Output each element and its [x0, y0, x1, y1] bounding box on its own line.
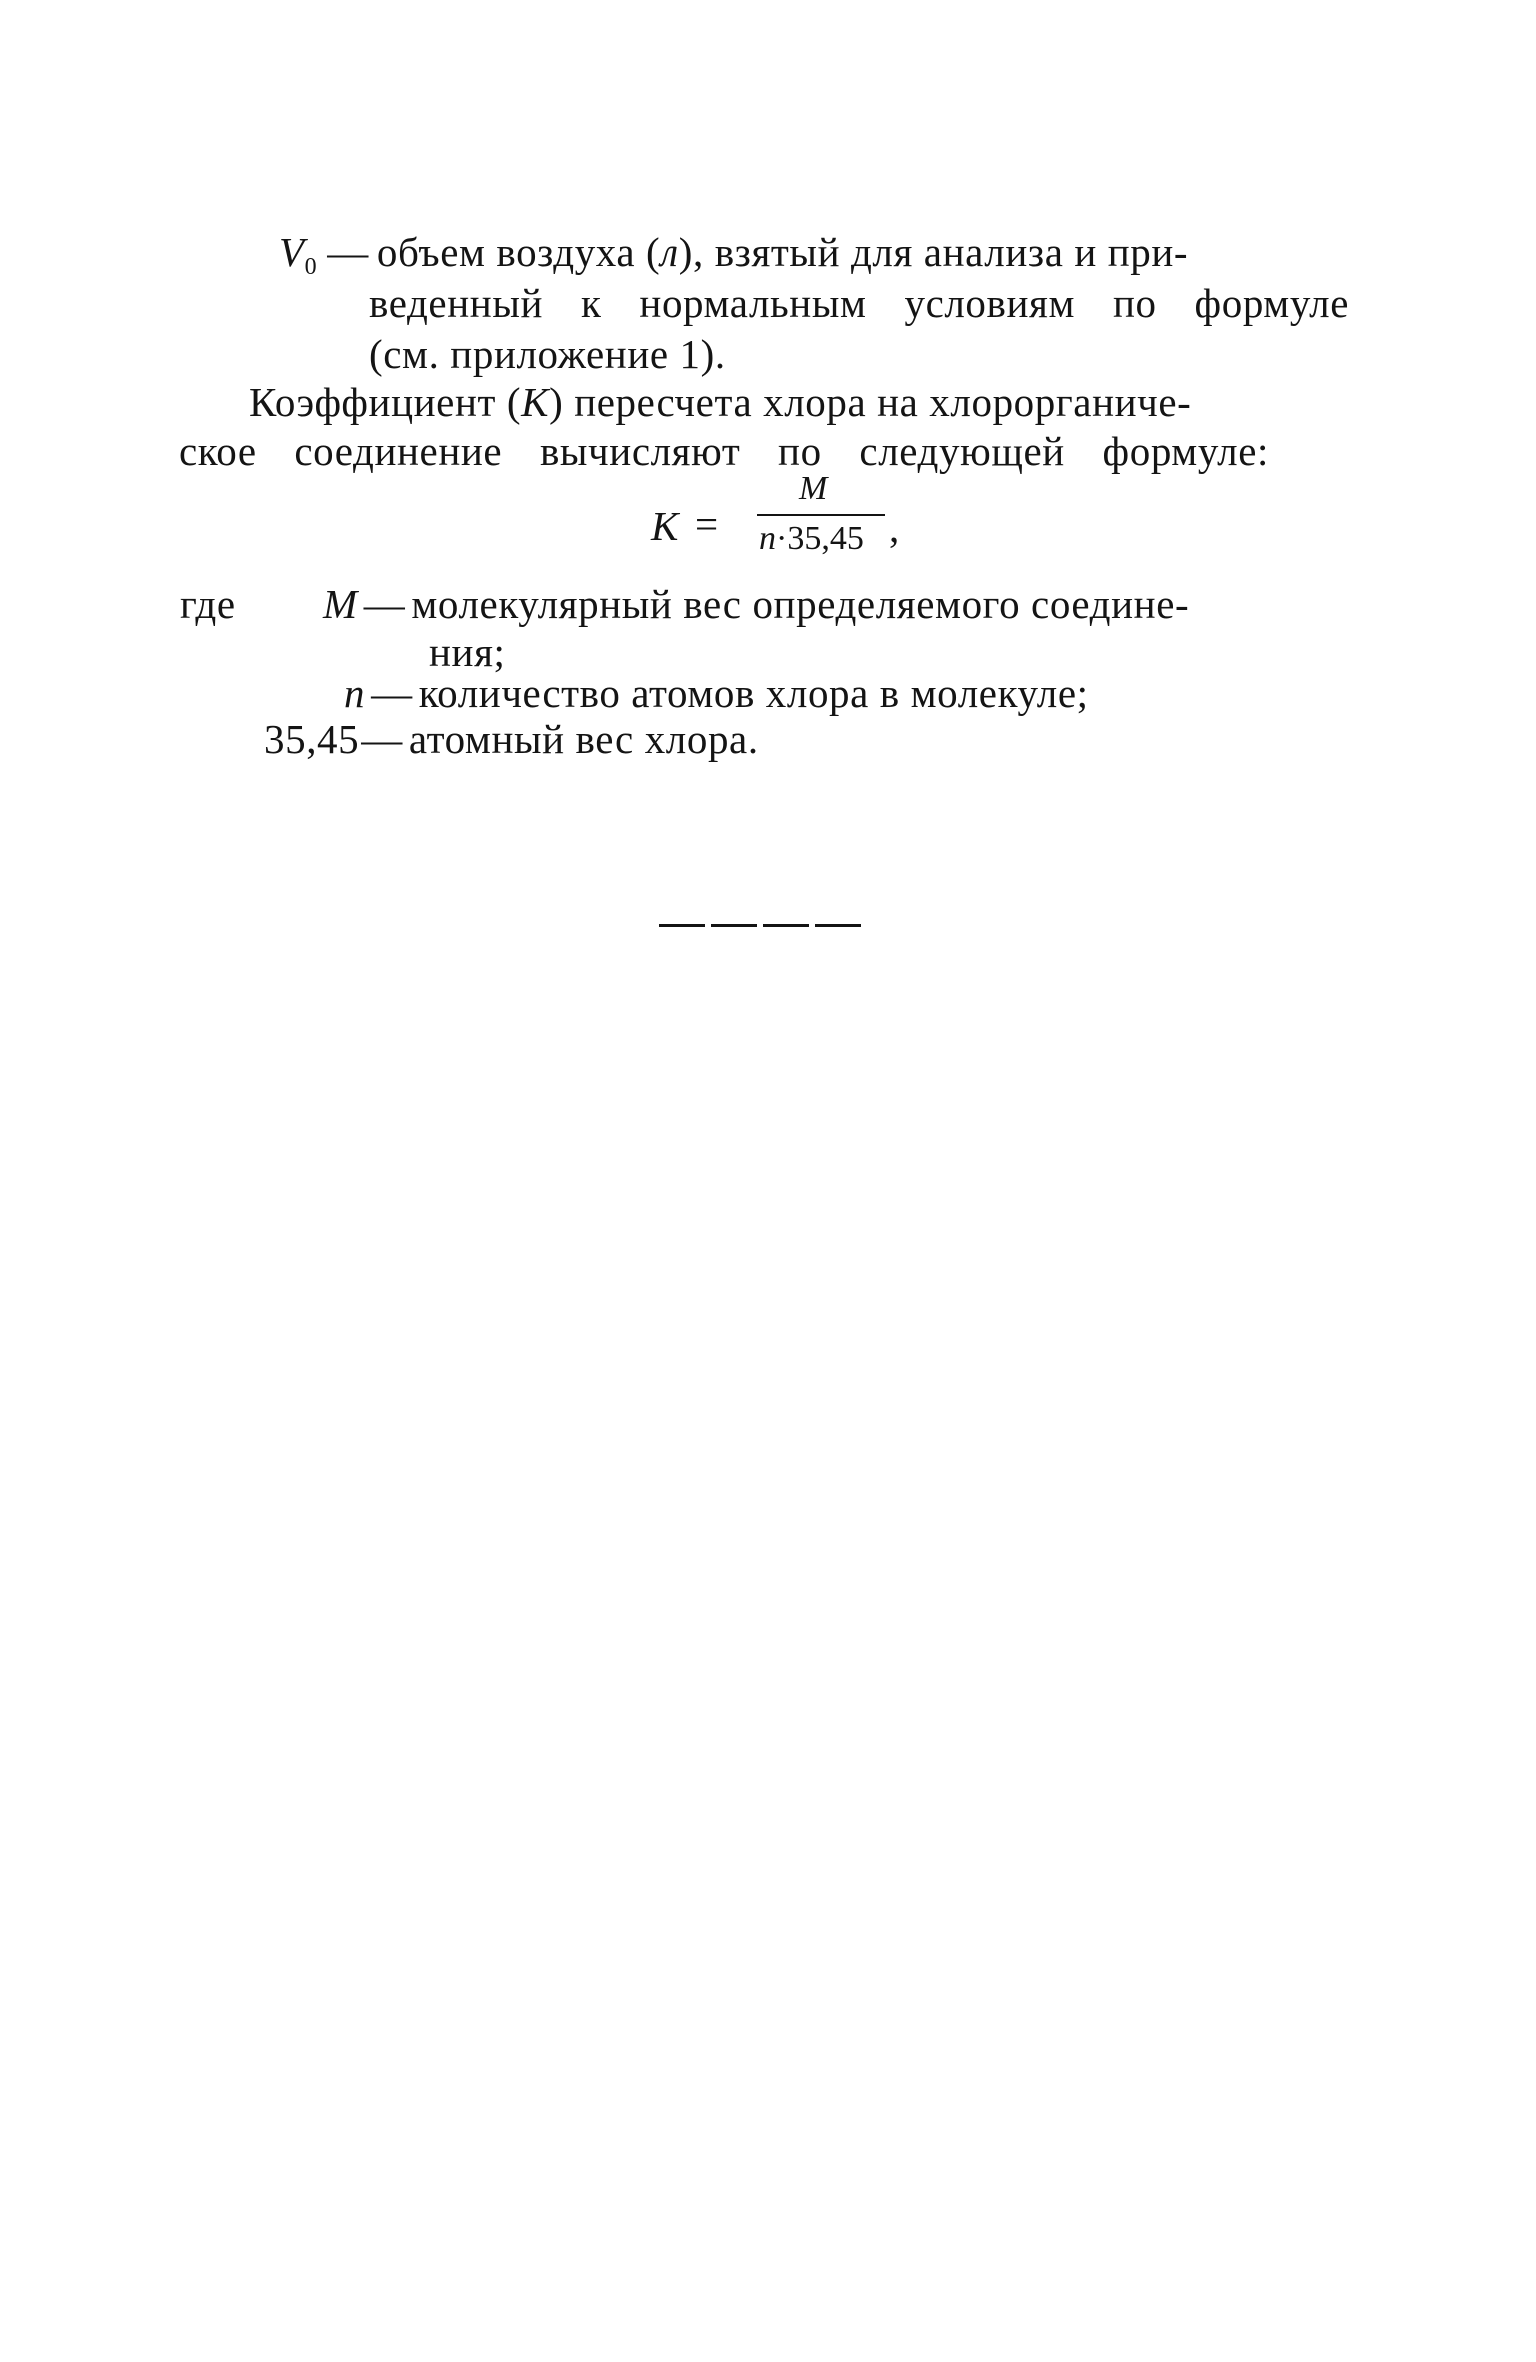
formula-lhs: K: [651, 503, 679, 549]
where-symbol-n: n: [344, 670, 366, 716]
where-symbol-m: M: [323, 581, 358, 627]
where-symbol-cl: 35,45: [264, 716, 360, 762]
v0-line1-pre: объем воздуха (: [376, 229, 661, 275]
formula-equals: =: [695, 501, 719, 547]
where-item-m-line-1: [323, 580, 1189, 628]
section-end-rule: [659, 924, 863, 927]
v0-unit: л: [660, 229, 679, 275]
v0-subscript: 0: [304, 254, 318, 280]
where-item-cl: [264, 715, 759, 763]
v0-symbol: V: [279, 229, 305, 275]
where-dash-m: —: [363, 581, 406, 627]
coefficient-formula: [651, 470, 951, 580]
fraction-bar: [757, 514, 885, 516]
where-dash-cl: —: [361, 716, 403, 762]
where-item-m-line-2: ния;: [429, 629, 506, 675]
paragraph-line-1: [249, 378, 1191, 426]
formula-trailing-comma: ,: [889, 505, 900, 551]
paragraph-line1-post: ) пересчета хлора на хлорорганиче-: [549, 379, 1192, 425]
v0-definition-line-2: веденный к нормальным условиям по формуле: [369, 280, 1349, 326]
formula-den-rest: ·35,45: [776, 520, 864, 557]
where-text-m: молекулярный вес определяемого соедине-: [411, 581, 1190, 627]
paragraph-line1-pre: Коэффициент (: [249, 379, 522, 425]
v0-dash: —: [327, 229, 369, 275]
k-symbol: K: [521, 379, 550, 425]
formula-denominator: [759, 520, 864, 558]
where-item-n: [344, 669, 1089, 717]
where-dash-n: —: [371, 670, 413, 716]
where-text-cl: атомный вес хлора.: [408, 716, 759, 762]
paragraph-line-2: ское соединение вычисляют по следующей формуле:: [179, 428, 1269, 474]
v0-line1-post: ), взятый для анализа и при-: [678, 229, 1189, 275]
where-word: где: [180, 581, 236, 627]
where-text-n: количество атомов хлора в молекуле;: [418, 670, 1089, 716]
formula-den-n: n: [759, 520, 776, 557]
formula-numerator: M: [799, 470, 828, 507]
v0-definition-line-3: (см. приложение 1).: [369, 331, 726, 377]
